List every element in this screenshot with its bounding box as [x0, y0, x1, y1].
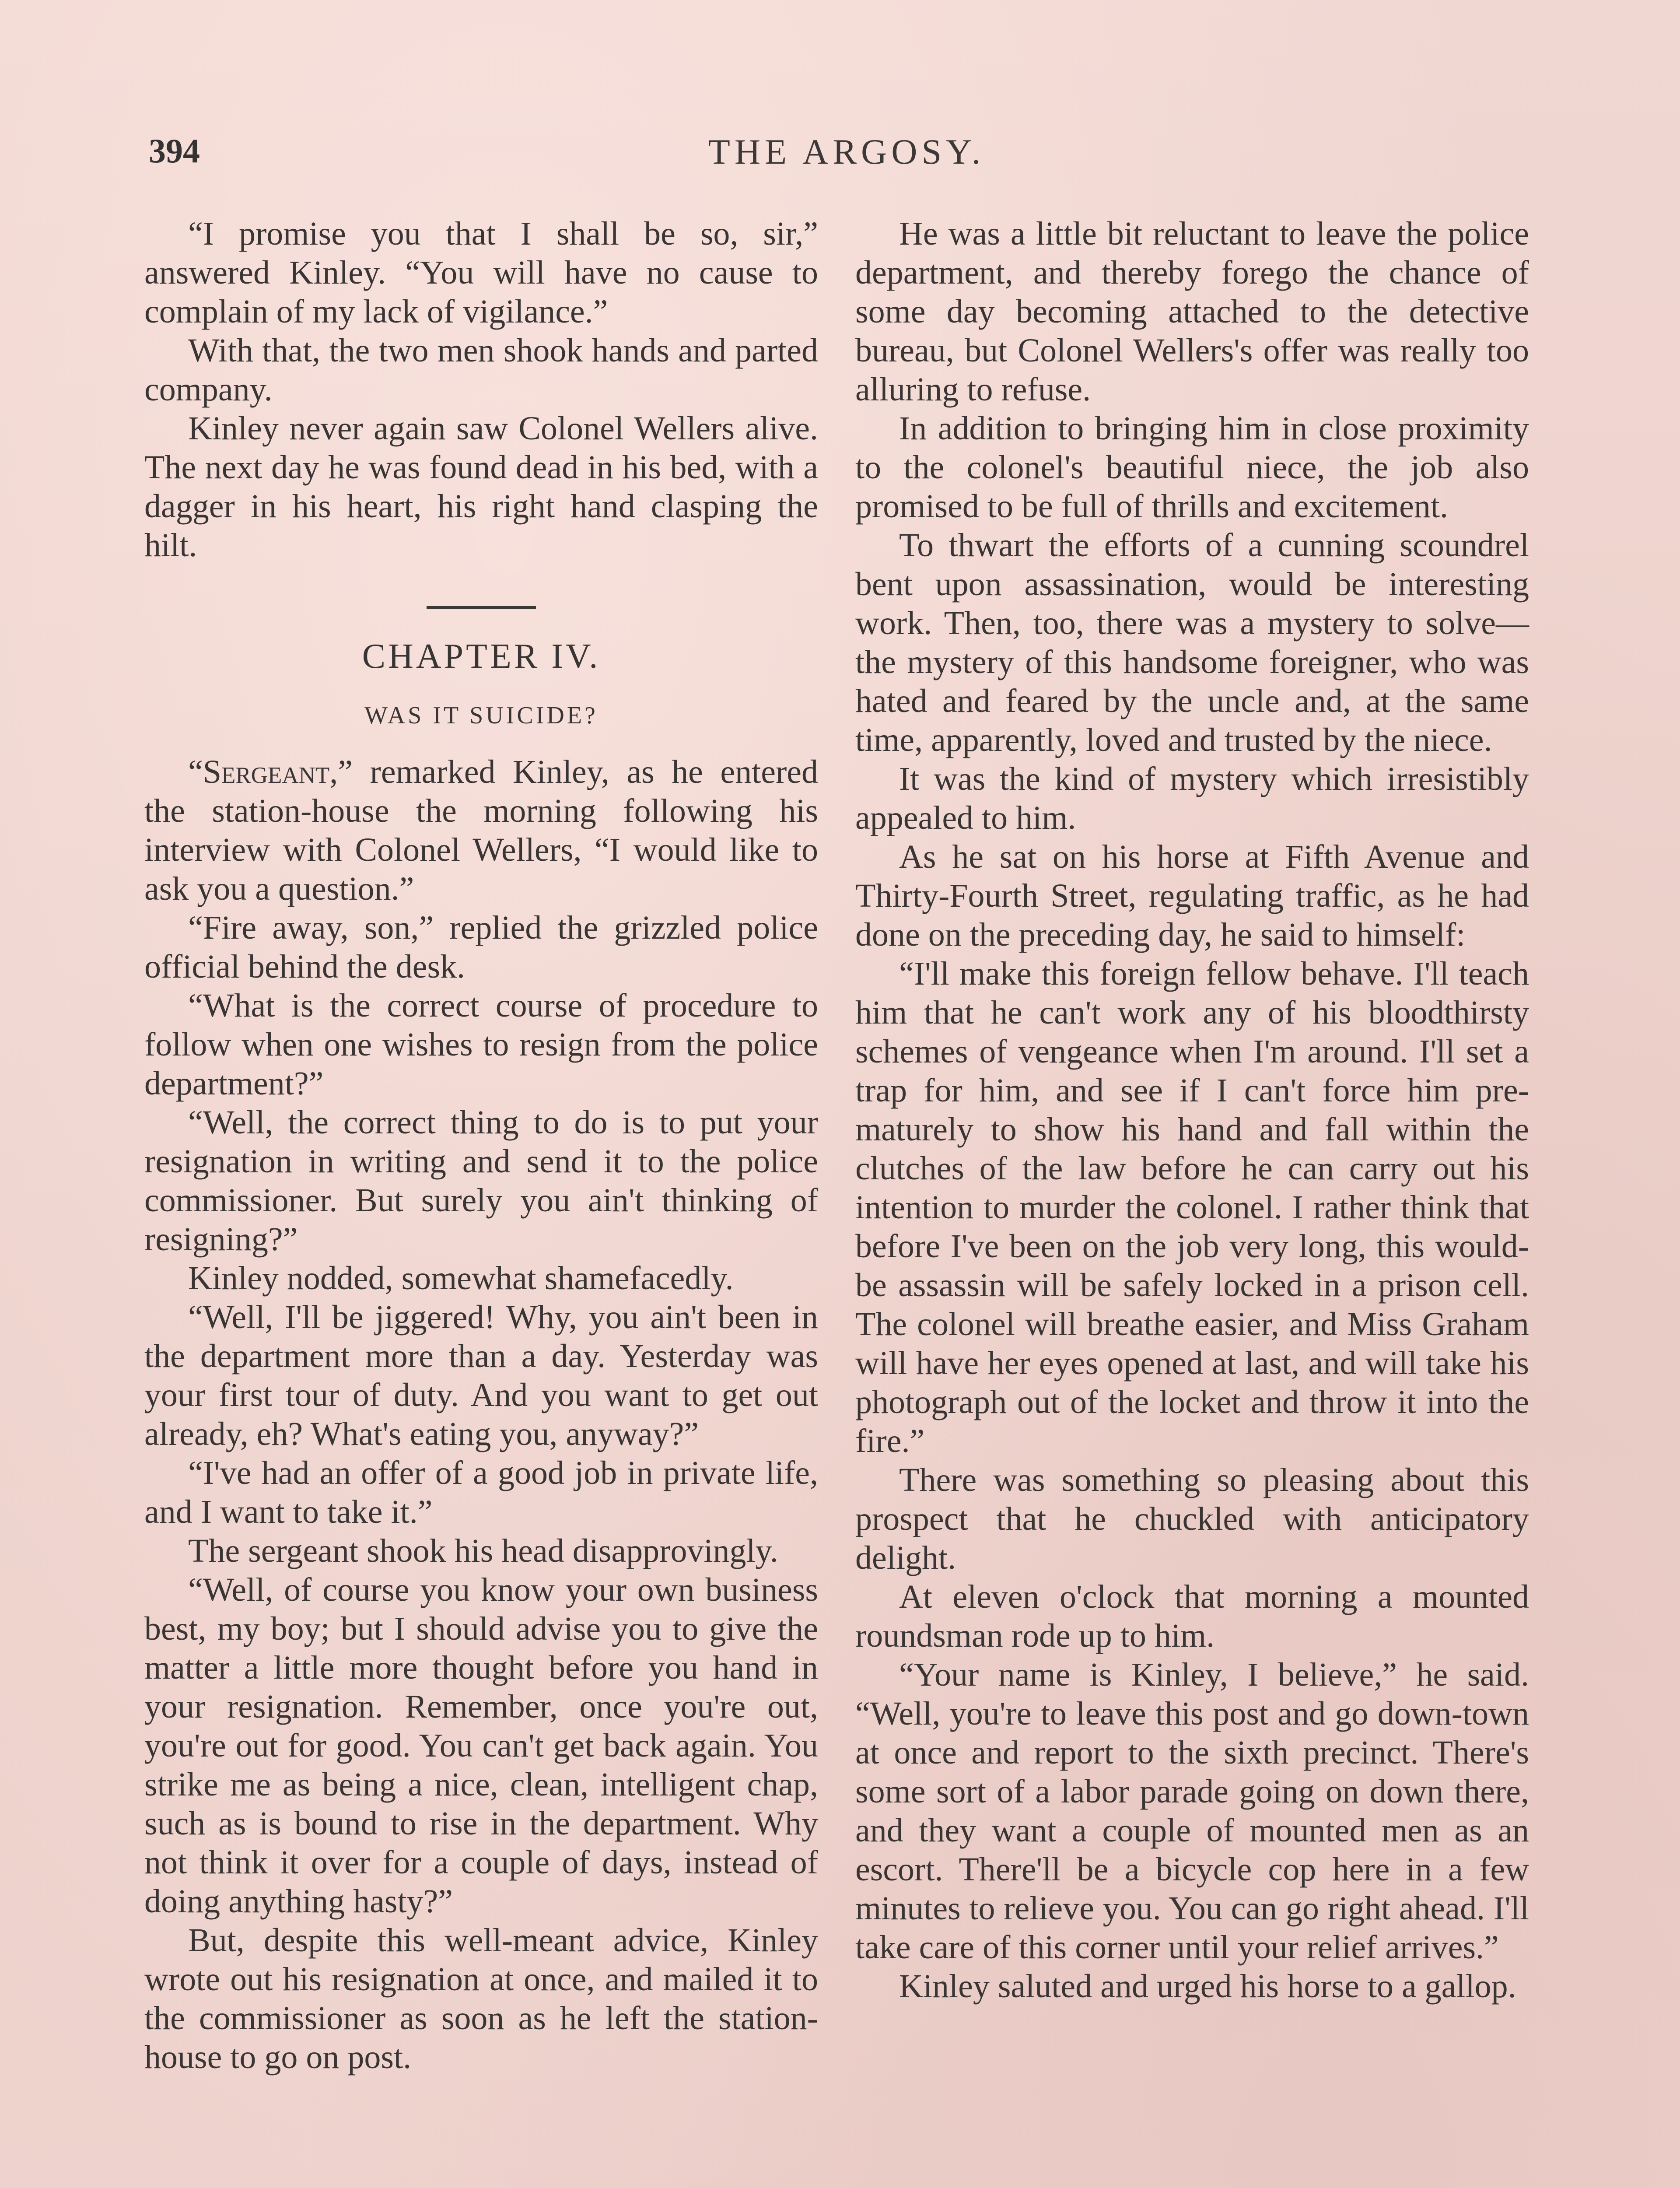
paragraph: “Well, the correct thing to do is to put your resignation in writing and send it to the police commissioner. But surely you ain't thinking of resigning?” — [144, 1104, 818, 1258]
paragraph: “What is the correct course of procedure to follow when one wishes to resign from the police department?” — [144, 987, 818, 1102]
section-divider — [427, 606, 536, 609]
running-title: THE ARGOSY. — [708, 132, 985, 172]
paragraph: “I'll make this foreign fellow behave. I'll teach him that he can't work any of his bloodthirsty schemes of vengeance when I'm around. I'll set a trap for him, and see if I can't force him prematurely to show his hand and fall within the clutches of the law before he can carry out his intention to murder the colonel. I rather think that before I've been on the job very long, this would-be assassin will be safely locked in a prison cell. The colonel will breathe easier, and Miss Graham will have her eyes opened at last, and will take his photograph out of the locket and throw it into the fire.” — [855, 955, 1529, 1459]
paragraph: Kinley saluted and urged his horse to a gallop. — [899, 1968, 1516, 2005]
paragraph: Kinley never again saw Colonel Wellers alive. The next day he was found dead in his bed, with a dagger in his heart, his right hand clasping the hilt. — [144, 410, 818, 564]
paragraph: “Well, of course you know your own business best, my boy; but I should advise you to give the matter a little more thought before you hand in your resignation. Remember, once you're out, you're out for good. You can't get back again. You strike me as being a nice, clean, intelligent chap, such as is bound to rise in the department. Why not think it over for a couple of days, instead of doing anything hasty?” — [144, 1571, 818, 1920]
paragraph-text: remarked Kinley, as he entered the station-house the morning following his interview with Colonel Wellers, “I would like to ask you a question.” — [144, 754, 818, 907]
paragraph: It was the kind of mystery which irresistibly appealed to him. — [855, 761, 1529, 836]
left-column — [144, 214, 818, 2077]
paragraph: “I promise you that I shall be so, sir,” answered Kinley. “You will have no cause to complain of my lack of vigilance.” — [144, 215, 818, 330]
right-column — [855, 214, 1529, 2006]
paragraph: He was a little bit reluctant to leave the police department, and thereby forego the chance of some day becoming attached to the detective bureau, but Colonel Wellers's offer was really too alluring to refuse. — [855, 215, 1529, 408]
paragraph — [144, 753, 818, 908]
chapter-subtitle: WAS IT SUICIDE? — [364, 702, 598, 729]
paragraph: “Well, I'll be jiggered! Why, you ain't been in the department more than a day. Yesterday was your first tour of duty. And you want to get out already, eh? What's eating you, anyway?” — [144, 1299, 818, 1452]
paragraph: Kinley nodded, somewhat shamefacedly. — [188, 1260, 734, 1297]
paragraph: To thwart the efforts of a cunning scoundrel bent upon assassination, would be interesting work. Then, too, there was a mystery to solve—the mystery of this handsome foreigner, who was hated and feared by the uncle and, at the same time, apparently, loved and trusted by the niece. — [855, 527, 1529, 758]
paragraph: “Fire away, son,” replied the grizzled police official behind the desk. — [144, 909, 818, 985]
chapter-title: CHAPTER IV. — [362, 637, 601, 676]
page-number: 394 — [149, 132, 200, 170]
paragraph: The sergeant shook his head disapprovingly. — [188, 1532, 778, 1569]
paragraph: But, despite this well-meant advice, Kinley wrote out his resignation at once, and mailed it to the commissioner as soon as he left the station-house to go on post. — [144, 1922, 818, 2076]
paragraph: As he sat on his horse at Fifth Avenue and Thirty-Fourth Street, regulating traffic, as he had done on the preceding day, he said to himself: — [855, 838, 1529, 953]
paragraph: “I've had an offer of a good job in private life, and I want to take it.” — [144, 1455, 818, 1530]
paragraph: In addition to bringing him in close proximity to the colonel's beautiful niece, the job also promised to be full of thrills and excitement. — [855, 410, 1529, 525]
page-header — [144, 131, 1549, 184]
paragraph: With that, the two men shook hands and parted company. — [144, 332, 818, 408]
paragraph-lead: “Sergeant,” — [188, 754, 353, 790]
paragraph: At eleven o'clock that morning a mounted roundsman rode up to him. — [855, 1578, 1529, 1654]
paragraph: There was something so pleasing about this prospect that he chuckled with anticipatory delight. — [855, 1462, 1529, 1576]
paragraph: “Your name is Kinley, I believe,” he said. “Well, you're to leave this post and go down-town at once and report to the sixth precinct. There's some sort of a labor parade going on down there, and they want a couple of mounted men as an escort. There'll be a bicycle cop here in a few minutes to relieve you. You can go right ahead. I'll take care of this corner until your relief arrives.” — [855, 1656, 1529, 1966]
